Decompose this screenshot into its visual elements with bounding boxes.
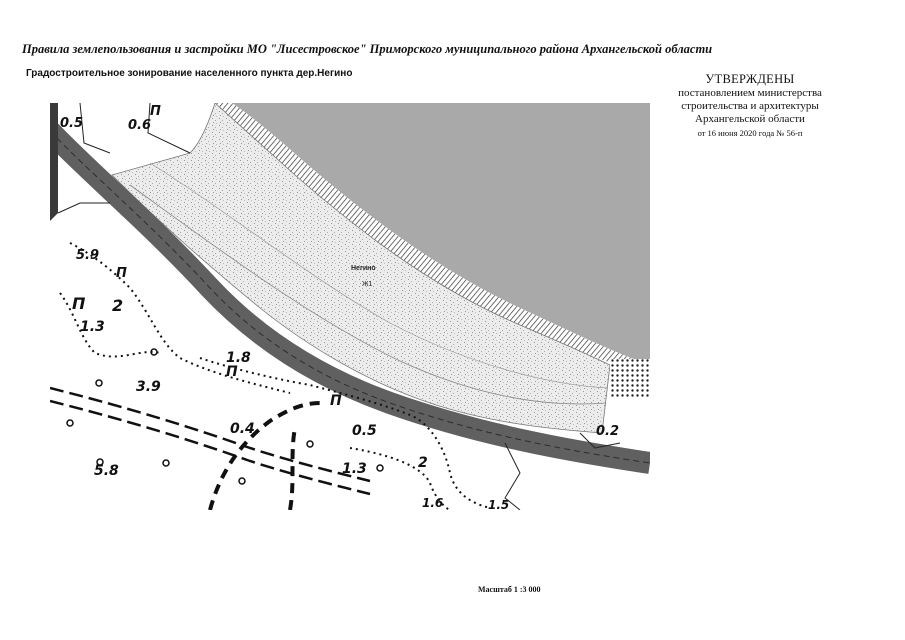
survey-label: 0.2	[596, 424, 620, 439]
survey-label: П	[72, 294, 86, 313]
survey-label: 2	[418, 455, 428, 471]
survey-label: 3.9	[136, 379, 161, 395]
survey-label: 0.4	[230, 421, 255, 437]
approval-heading: УТВЕРЖДЕНЫ	[705, 72, 795, 86]
survey-label: П	[330, 393, 342, 409]
survey-label: 0.5	[60, 116, 84, 131]
survey-label: П	[150, 104, 161, 119]
survey-label: 1.3	[342, 461, 367, 477]
survey-label: 1.5	[488, 498, 510, 510]
map-subtitle: Градостроительное зонирование населенного пункта дер.Негино	[26, 68, 353, 79]
survey-label: 2	[112, 296, 124, 315]
survey-label: 5.8	[94, 463, 119, 479]
approval-line-2: строительства и архитектуры	[681, 100, 819, 112]
settlement-name-label: Негино	[351, 265, 376, 272]
survey-label: П	[116, 266, 127, 281]
approval-line-3: Архангельской области	[695, 113, 805, 125]
survey-label: 0.6	[128, 118, 152, 133]
zoning-map	[50, 103, 650, 510]
approval-date: от 16 июня 2020 года № 56-п	[697, 128, 803, 138]
document-title: Правила землепользования и застройки МО "Лисестровское" Приморского муниципального района Архангельской области	[22, 42, 713, 56]
left-boundary-band	[50, 103, 58, 221]
dense-vegetation-patch	[610, 359, 650, 399]
survey-label: 0.5	[352, 423, 377, 439]
map-scale: Масштаб 1 :3 000	[478, 585, 541, 594]
survey-label: 1.8	[226, 350, 251, 366]
survey-label: 1.6	[422, 496, 444, 510]
approval-stamp	[650, 72, 850, 140]
thick-dashed-arcs	[210, 403, 320, 510]
approval-line-1: постановлением министерства	[678, 87, 822, 99]
zone-code-label: Ж1	[362, 281, 373, 288]
survey-label: 5.9	[76, 248, 100, 263]
survey-label: 1.3	[80, 319, 105, 335]
survey-label: П	[226, 364, 238, 380]
